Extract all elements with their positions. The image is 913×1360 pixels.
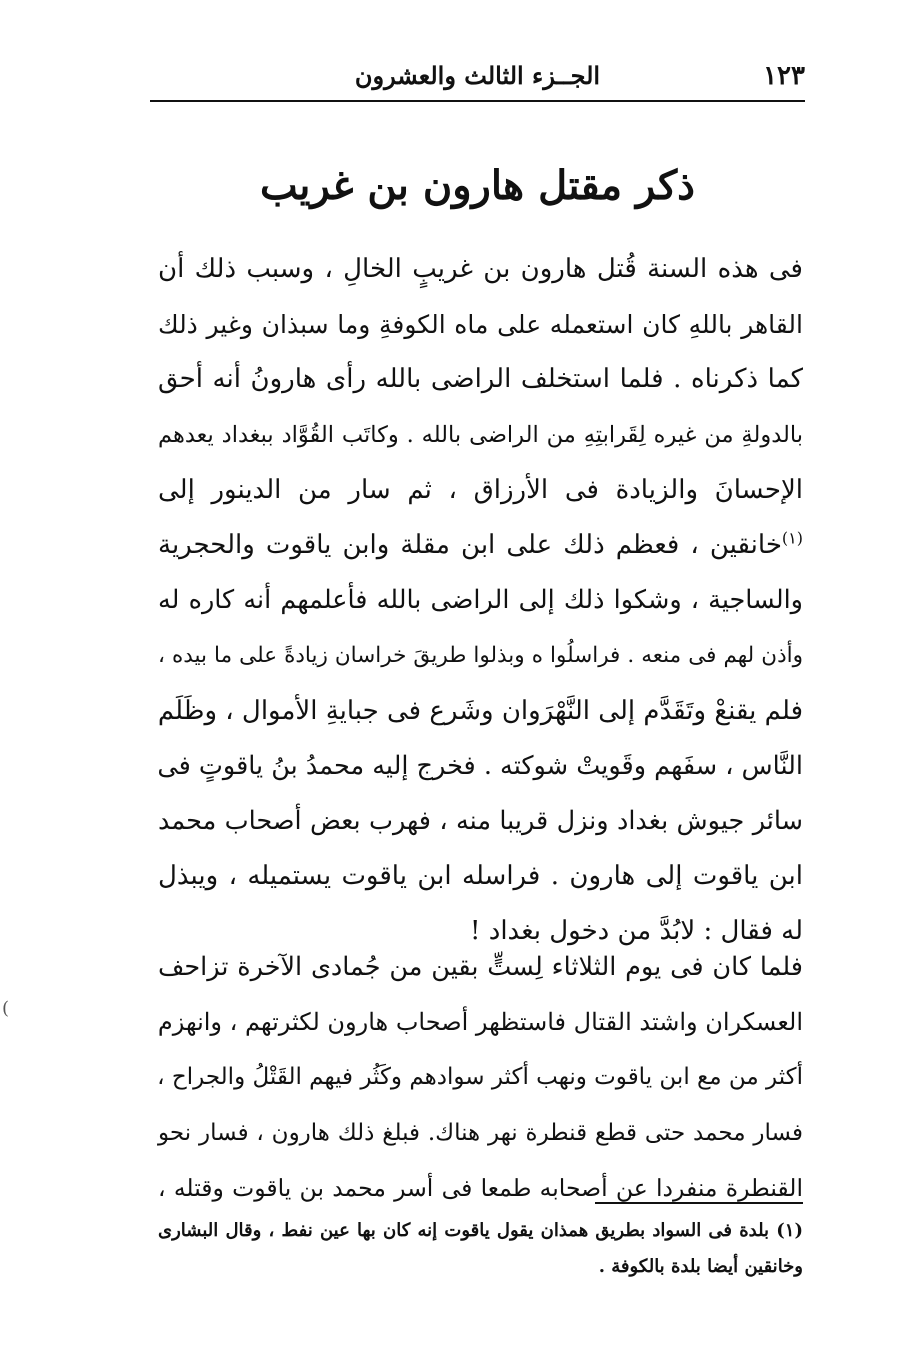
paragraph-1 [158, 242, 803, 959]
footnotes [158, 1213, 803, 1285]
text-line: أكثر من مع ابن ياقوت ونهب أكثر سوادهم وكَثُر فيهم القَتْلُ والجراح ، [157, 1064, 803, 1091]
text-line: الإحسانَ والزيادة فى الأرزاق ، ثم سار من الدينور إلى [158, 474, 803, 505]
text-line: العسكران واشتد القتال فاستظهر أصحاب هارون لكثرتهم ، وانهزم [157, 1008, 803, 1037]
margin-mark: ( [2, 998, 10, 1019]
text-line: سائر جيوش بغداد ونزل قريبا منه ، فهرب بعض أصحاب محمد [158, 805, 803, 836]
paragraph-2 [158, 940, 803, 1216]
running-title: الجــزء الثالث والعشرون [354, 61, 601, 90]
page-number: ١٢٣ [763, 61, 805, 91]
header-rule [150, 100, 805, 102]
text-line: له فقال : لابُدَّ من دخول بغداد ! [470, 916, 803, 947]
text-line: فلم يقنعْ وتَقَدَّم إلى النَّهْرَوان وشَرع فى جبايةِ الأموال ، وظَلَم [157, 695, 803, 726]
text-line-with-note [158, 518, 803, 573]
chapter-title: ذكر مقتل هارون بن غريب [260, 162, 695, 209]
footnote-marker[interactable]: (١) [781, 528, 803, 548]
text-line: القنطرة منفردا عن أصحابه طمعا فى أسر محمد بن ياقوت وقتله ، [158, 1173, 803, 1202]
running-header [150, 58, 805, 94]
footnote-line: (١) بلدة فى السواد بطريق همذان يقول ياقوت إنه كان بها عين نفط ، وقال البشارى [158, 1220, 803, 1241]
footnote-rule [595, 1202, 803, 1204]
text-line: القاهر باللهِ كان استعمله على ماه الكوفةِ وما سبذان وغير ذلك [158, 310, 803, 340]
text-line: فى هذه السنة قُتل هارون بن غريبٍ الخالِ ، وسبب ذلك أن [158, 254, 803, 284]
footnote-line: وخانقين أيضا بلدة بالكوفة . [598, 1256, 803, 1277]
text-line: كما ذكرناه . فلما استخلف الراضى بالله رأى هارونُ أنه أحق [158, 364, 803, 395]
text-line: فسار محمد حتى قطع قنطرة نهر هناك. فبلغ ذلك هارون ، فسار نحو [158, 1119, 803, 1146]
text-line: والساجية ، وشكوا ذلك إلى الراضى بالله فأعلمهم أنه كاره له [158, 585, 803, 616]
text-line: النَّاس ، سفَهم وقَويتْ شوكته . فخرج إليه محمدُ بنُ ياقوتٍ فى [157, 750, 803, 781]
text-line-content: خانقين ، فعظم ذلك على ابن مقلة وابن ياقوت والحجرية [158, 529, 782, 560]
text-line: وأذن لهم فى منعه . فراسلُوا ه وبذلوا طريقَ خراسان زيادةً على ما بيده ، [158, 643, 803, 669]
text-line: ابن ياقوت إلى هارون . فراسله ابن ياقوت يستميله ، ويبذل [158, 861, 803, 892]
text-line: فلما كان فى يوم الثلاثاء لِستٍّ بقين من جُمادى الآخرة تزاحف [158, 952, 803, 982]
text-line: بالدولةِ من غيره لِقَرابتِهِ من الراضى بالله . وكاتَب القُوَّاد ببغداد يعدهم [158, 421, 803, 448]
